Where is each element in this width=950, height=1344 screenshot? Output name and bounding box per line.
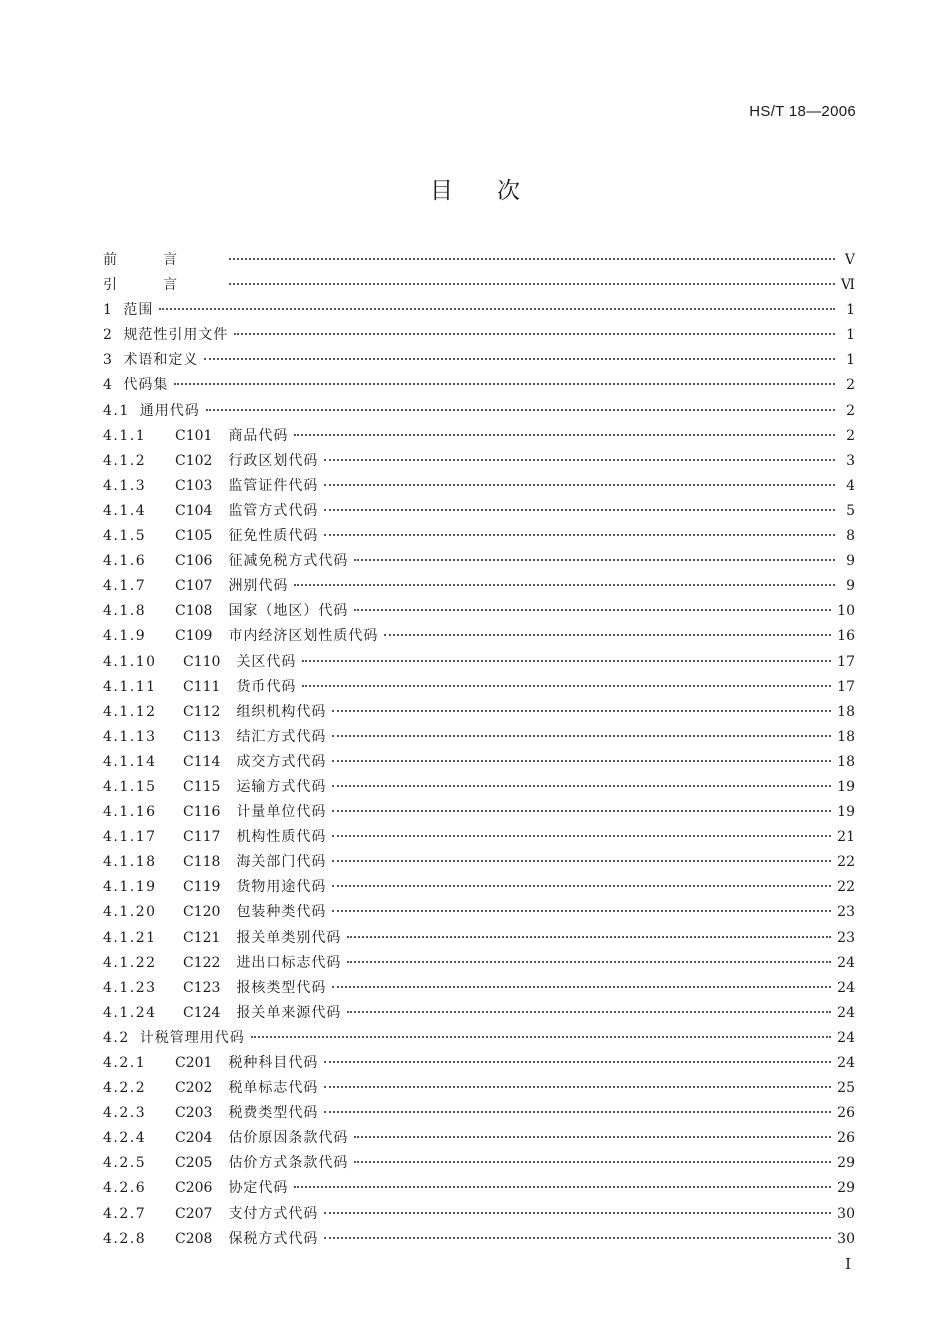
toc-entry-page: 18: [837, 703, 855, 720]
toc-entry-number: 4.1.20: [103, 904, 157, 921]
toc-entry-number: 4: [103, 377, 114, 394]
toc-entry-page: 25: [837, 1080, 855, 1097]
dot-leader: [324, 534, 835, 536]
toc-entry-page: 29: [837, 1155, 855, 1172]
dot-leader: [332, 860, 831, 862]
dot-leader: [332, 885, 831, 887]
dot-leader: [354, 1161, 831, 1163]
toc-entry-page: 26: [837, 1105, 855, 1122]
toc-entry-number: 4.1.4: [103, 502, 147, 519]
toc-entry-code: C118: [183, 854, 221, 871]
toc-entry-page: 23: [837, 904, 855, 921]
toc-entry[interactable]: [103, 324, 855, 349]
dot-leader: [229, 258, 835, 260]
toc-entry-label: 货物用途代码: [236, 879, 327, 896]
toc-entry-label: 协定代码: [228, 1180, 289, 1197]
toc-entry[interactable]: [103, 751, 855, 776]
toc-entry-number: 4.1.6: [103, 553, 147, 570]
toc-entry-label: 通用代码: [139, 402, 200, 419]
toc-entry-number: 4.2.4: [103, 1130, 147, 1147]
toc-entry-code: C111: [183, 678, 221, 695]
toc-entry-page: 16: [837, 628, 855, 645]
dot-leader: [354, 559, 835, 561]
toc-entry[interactable]: [103, 801, 855, 826]
dot-leader: [174, 383, 835, 385]
page-folio: I: [845, 1255, 851, 1273]
dot-leader: [324, 459, 835, 461]
toc-entry-code: C104: [175, 502, 213, 519]
toc-entry[interactable]: [103, 651, 855, 676]
toc-entry-number: 3: [103, 352, 114, 369]
toc-entry-label: 货币代码: [236, 678, 297, 695]
toc-entry-code: C124: [183, 1004, 221, 1021]
toc-entry-page: 3: [846, 452, 855, 469]
toc-entry-number: 4.1.5: [103, 528, 147, 545]
toc-entry[interactable]: [103, 726, 855, 751]
toc-entry-label: 成交方式代码: [236, 753, 327, 770]
dot-leader: [324, 509, 835, 511]
toc-entry-code: C205: [175, 1155, 213, 1172]
toc-entry-number: 4.1.8: [103, 603, 147, 620]
toc-entry-code: C120: [183, 904, 221, 921]
toc-entry-code: C103: [175, 477, 213, 494]
page-title: 目次: [430, 178, 564, 204]
toc-entry-code: C105: [175, 528, 213, 545]
dot-leader: [294, 1186, 831, 1188]
toc-entry[interactable]: [103, 525, 855, 550]
toc-entry-label: 报关单类别代码: [236, 929, 342, 946]
toc-entry-code: C122: [183, 954, 221, 971]
toc-entry-page: 2: [846, 377, 855, 394]
toc-entry[interactable]: [103, 876, 855, 901]
toc-entry-page: 21: [837, 829, 855, 846]
toc-entry-number: 4.1.1: [103, 427, 147, 444]
toc-entry[interactable]: [103, 625, 855, 650]
toc-entry[interactable]: [103, 475, 855, 500]
toc-entry-label: 监管证件代码: [228, 477, 319, 494]
toc-entry-code: C119: [183, 879, 221, 896]
toc-entry-code: C202: [175, 1080, 213, 1097]
toc-entry-label: 征减免税方式代码: [228, 553, 349, 570]
toc-entry-page: Ⅵ: [840, 277, 855, 294]
toc-entry-number: 4.1.15: [103, 778, 157, 795]
standard-code: HS/T 18—2006: [749, 103, 856, 120]
toc-entry[interactable]: [103, 349, 855, 374]
toc-entry-code: C113: [183, 728, 221, 745]
toc-entry[interactable]: [103, 826, 855, 851]
toc-entry-number: 4.2.1: [103, 1055, 147, 1071]
toc-entry-label: 前言: [103, 252, 223, 268]
toc-entry-code: C108: [175, 603, 213, 620]
toc-entry-label: 报核类型代码: [236, 979, 327, 996]
dot-leader: [347, 961, 831, 963]
dot-leader: [324, 1086, 831, 1088]
toc-entry-number: 4.1.18: [103, 854, 157, 871]
dot-leader: [354, 609, 831, 611]
toc-entry-number: 4.1.10: [103, 653, 157, 670]
toc-entry-code: C204: [175, 1130, 213, 1147]
toc-entry-label: 计税管理用代码: [139, 1029, 245, 1046]
dot-leader: [324, 1111, 831, 1113]
toc-entry-number: 4.1.21: [103, 929, 157, 946]
dot-leader: [251, 1036, 831, 1038]
toc-entry-label: 包装种类代码: [236, 904, 327, 921]
toc-entry-label: 结汇方式代码: [236, 728, 327, 745]
toc-entry-label: 术语和定义: [123, 352, 199, 369]
toc-entry-number: 4.1.22: [103, 954, 157, 971]
dot-leader: [332, 710, 831, 712]
toc-entry[interactable]: [103, 400, 855, 425]
toc-entry-code: C121: [183, 929, 221, 946]
toc-entry[interactable]: [103, 776, 855, 801]
toc-entry-label: 海关部门代码: [236, 854, 327, 871]
toc-entry-page: 9: [846, 578, 855, 595]
toc-entry[interactable]: [103, 1177, 855, 1202]
toc-entry-number: 4.1.13: [103, 728, 157, 745]
toc-entry-label: 规范性引用文件: [123, 327, 229, 344]
toc-entry-number: 4.1.17: [103, 829, 157, 846]
toc-entry-label: 支付方式代码: [228, 1205, 319, 1222]
toc-entry-page: 24: [837, 1055, 855, 1071]
dot-leader: [354, 1136, 831, 1138]
dot-leader: [332, 810, 831, 812]
dot-leader: [332, 986, 831, 988]
toc-entry-label: 税费类型代码: [228, 1105, 319, 1122]
toc-entry-label: 税单标志代码: [228, 1080, 319, 1097]
toc-entry-code: C110: [183, 653, 221, 670]
toc-entry[interactable]: [103, 1203, 855, 1228]
toc-entry-label: 国家（地区）代码: [228, 603, 349, 620]
toc-entry-label: 税种科目代码: [228, 1055, 319, 1071]
toc-entry-number: 4.2.8: [103, 1230, 147, 1247]
toc-entry[interactable]: [103, 425, 855, 450]
table-of-contents: [103, 249, 855, 1253]
dot-leader: [324, 1237, 831, 1239]
toc-entry-number: 4.2.6: [103, 1180, 147, 1197]
toc-entry[interactable]: [103, 249, 855, 274]
dot-leader: [332, 785, 831, 787]
dot-leader: [332, 760, 831, 762]
toc-entry-page: 5: [846, 502, 855, 519]
toc-entry[interactable]: [103, 676, 855, 701]
toc-entry-code: C208: [175, 1230, 213, 1247]
toc-entry-label: 计量单位代码: [236, 804, 327, 821]
toc-entry-number: 4.1.24: [103, 1004, 157, 1021]
toc-entry[interactable]: [103, 1127, 855, 1152]
toc-entry[interactable]: [103, 701, 855, 726]
toc-entry[interactable]: [103, 600, 855, 625]
dot-leader: [324, 484, 835, 486]
dot-leader: [347, 936, 831, 938]
toc-entry-page: 8: [846, 528, 855, 545]
toc-entry-page: 23: [837, 929, 855, 946]
toc-entry-label: 组织机构代码: [236, 703, 327, 720]
dot-leader: [332, 735, 831, 737]
toc-entry-number: 4.1.7: [103, 578, 147, 595]
toc-entry-code: C203: [175, 1105, 213, 1122]
toc-entry-number: 4.1: [103, 402, 130, 419]
toc-entry[interactable]: [103, 1052, 855, 1077]
toc-entry-page: 24: [837, 954, 855, 971]
toc-entry-page: 30: [837, 1230, 855, 1247]
toc-entry-page: 1: [846, 352, 855, 369]
toc-entry-page: 2: [846, 402, 855, 419]
toc-entry-number: 4.1.12: [103, 703, 157, 720]
toc-entry[interactable]: [103, 927, 855, 952]
toc-entry[interactable]: [103, 952, 855, 977]
toc-entry[interactable]: [103, 550, 855, 575]
toc-entry-page: 1: [846, 327, 855, 344]
dot-leader: [229, 283, 835, 285]
toc-entry-page: 29: [837, 1180, 855, 1197]
toc-entry-number: 4.2.2: [103, 1080, 147, 1097]
toc-entry-page: 18: [837, 753, 855, 770]
toc-entry[interactable]: [103, 1002, 855, 1027]
toc-entry[interactable]: [103, 1228, 855, 1253]
toc-entry-page: 22: [837, 879, 855, 896]
toc-entry-code: C114: [183, 753, 221, 770]
toc-entry-page: 10: [837, 603, 855, 620]
toc-entry-label: 运输方式代码: [236, 778, 327, 795]
toc-entry-page: 24: [837, 979, 855, 996]
toc-entry-number: 4.1.11: [103, 678, 157, 695]
dot-leader: [332, 835, 831, 837]
toc-entry[interactable]: [103, 1077, 855, 1102]
toc-entry-page: 22: [837, 854, 855, 871]
toc-entry[interactable]: [103, 1027, 855, 1052]
toc-entry[interactable]: [103, 374, 855, 399]
toc-entry-number: 2: [103, 327, 114, 344]
toc-entry[interactable]: [103, 274, 855, 299]
toc-entry-label: 报关单来源代码: [236, 1004, 342, 1021]
toc-entry-label: 洲别代码: [228, 578, 289, 595]
toc-entry-page: 18: [837, 728, 855, 745]
dot-leader: [332, 910, 831, 912]
dot-leader: [159, 308, 835, 310]
toc-entry-number: 1: [103, 302, 114, 319]
toc-entry-label: 保税方式代码: [228, 1230, 319, 1247]
dot-leader: [324, 1061, 831, 1063]
toc-entry-number: 4.1.19: [103, 879, 157, 896]
toc-entry-page: 2: [846, 427, 855, 444]
toc-entry-page: 30: [837, 1205, 855, 1222]
toc-entry[interactable]: [103, 1102, 855, 1127]
toc-entry[interactable]: [103, 450, 855, 475]
toc-entry-page: 1: [846, 302, 855, 319]
dot-leader: [294, 584, 835, 586]
toc-entry-number: 4.2: [103, 1029, 130, 1046]
toc-entry-code: C117: [183, 829, 221, 846]
dot-leader: [384, 634, 831, 636]
toc-entry-label: 估价方式条款代码: [228, 1155, 349, 1172]
toc-entry-number: 4.2.3: [103, 1105, 147, 1122]
toc-entry-label: 关区代码: [236, 653, 297, 670]
toc-entry-code: C206: [175, 1180, 213, 1197]
toc-entry-page: 17: [837, 678, 855, 695]
toc-entry-page: 4: [846, 477, 855, 494]
toc-entry-code: C109: [175, 628, 213, 645]
toc-entry-page: 24: [837, 1004, 855, 1021]
toc-entry[interactable]: [103, 1152, 855, 1177]
toc-entry[interactable]: [103, 299, 855, 324]
toc-entry-page: 17: [837, 653, 855, 670]
toc-entry-code: C201: [175, 1055, 213, 1071]
toc-entry-code: C107: [175, 578, 213, 595]
dot-leader: [302, 685, 831, 687]
dot-leader: [206, 409, 835, 411]
toc-entry-number: 4.2.5: [103, 1155, 147, 1172]
toc-entry-number: 4.2.7: [103, 1205, 147, 1222]
toc-entry-code: C102: [175, 452, 213, 469]
toc-entry-number: 4.1.23: [103, 979, 157, 996]
toc-entry-page: 19: [837, 804, 855, 821]
toc-entry-code: C106: [175, 553, 213, 570]
toc-entry-page: 26: [837, 1130, 855, 1147]
toc-entry-number: 4.1.14: [103, 753, 157, 770]
toc-entry[interactable]: [103, 575, 855, 600]
toc-entry-label: 范围: [123, 302, 154, 319]
toc-entry-label: 监管方式代码: [228, 502, 319, 519]
toc-entry-code: C101: [175, 427, 213, 444]
toc-entry[interactable]: [103, 500, 855, 525]
toc-entry-page: 24: [837, 1029, 855, 1046]
toc-entry[interactable]: [103, 977, 855, 1002]
toc-entry-code: C207: [175, 1205, 213, 1222]
toc-entry[interactable]: [103, 851, 855, 876]
dot-leader: [294, 434, 835, 436]
dot-leader: [324, 1212, 831, 1214]
toc-entry-label: 行政区划代码: [228, 452, 319, 469]
toc-entry-label: 代码集: [123, 377, 169, 394]
toc-entry-number: 4.1.2: [103, 452, 147, 469]
toc-entry[interactable]: [103, 901, 855, 926]
toc-entry-label: 机构性质代码: [236, 829, 327, 846]
toc-entry-code: C123: [183, 979, 221, 996]
dot-leader: [347, 1011, 831, 1013]
toc-entry-label: 商品代码: [228, 427, 289, 444]
dot-leader: [234, 333, 835, 335]
toc-entry-page: 9: [846, 553, 855, 570]
toc-entry-number: 4.1.16: [103, 804, 157, 821]
toc-entry-number: 4.1.3: [103, 477, 147, 494]
toc-entry-code: C112: [183, 703, 221, 720]
toc-entry-label: 估价原因条款代码: [228, 1130, 349, 1147]
toc-entry-label: 进出口标志代码: [236, 954, 342, 971]
toc-entry-page: Ⅴ: [844, 252, 855, 268]
toc-entry-code: C115: [183, 778, 221, 795]
toc-entry-number: 4.1.9: [103, 628, 147, 645]
toc-entry-page: 19: [837, 778, 855, 795]
toc-entry-code: C116: [183, 804, 221, 821]
dot-leader: [302, 660, 831, 662]
toc-entry-label: 征免性质代码: [228, 528, 319, 545]
dot-leader: [204, 358, 835, 360]
toc-entry-label: 市内经济区划性质代码: [228, 628, 379, 645]
toc-entry-label: 引言: [103, 277, 223, 294]
